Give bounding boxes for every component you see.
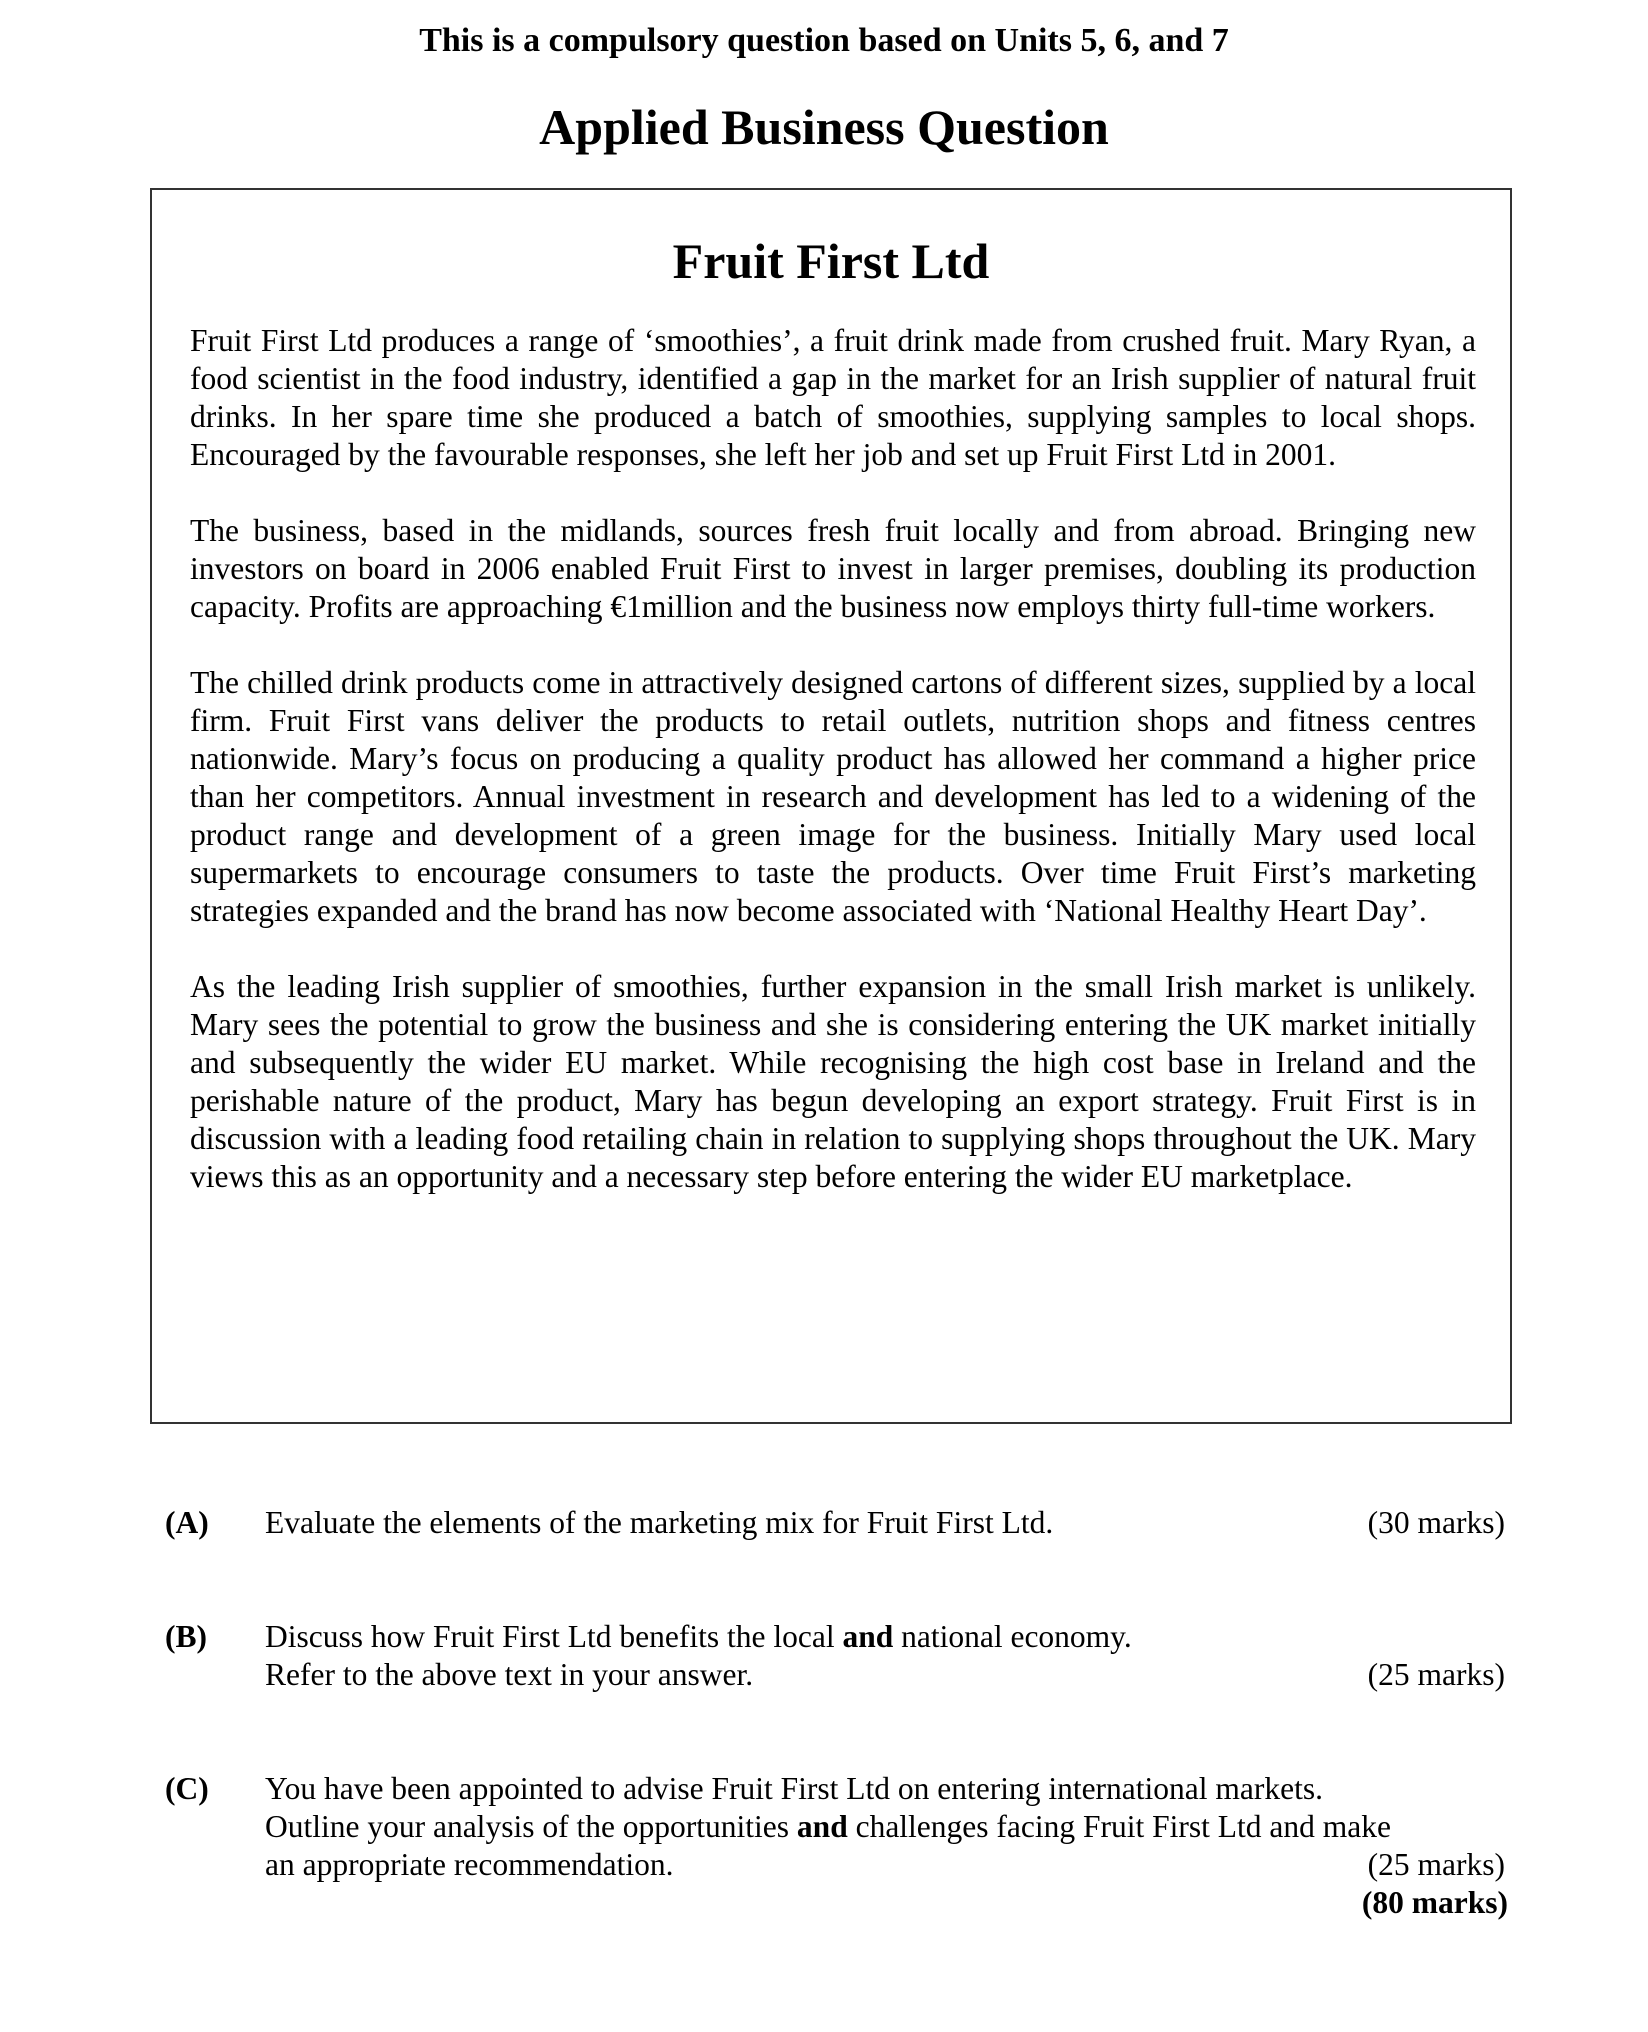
question-a-line-1: Evaluate the elements of the marketing mix for Fruit First Ltd. bbox=[265, 1505, 1054, 1540]
case-paragraph-2: The business, based in the midlands, sources fresh fruit locally and from abroad. Bringing new investors on board in 2006 enabled Fruit First to invest in larger premises, doubling its production capacity. Profits are approaching €1million and the business now employs thirty full-time workers. bbox=[190, 513, 1476, 624]
question-b-text bbox=[265, 1618, 1385, 1694]
question-a-letter: (A) bbox=[165, 1505, 209, 1540]
case-paragraph-3: The chilled drink products come in attractively designed cartons of different sizes, supplied by a local firm. Fruit First vans deliver the products to retail outlets, nutrition shops and fitness centres nationwide. Mary’s focus on producing a quality product has allowed her command a higher price than her competitors. Annual investment in research and development has led to a widening of the product range and development of a green image for the business. Initially Mary used local supermarkets to encourage consumers to taste the products. Over time Fruit First’s marketing strategies expanded and the brand has now become associated with ‘National Healthy Heart Day’. bbox=[190, 665, 1476, 928]
question-c-line-3: an appropriate recommendation. bbox=[265, 1847, 674, 1882]
question-b-line-2: Refer to the above text in your answer. bbox=[265, 1657, 754, 1692]
question-c-line-1: You have been appointed to advise Fruit First Ltd on entering international markets. bbox=[265, 1771, 1323, 1806]
emphasis-and: and bbox=[796, 1809, 848, 1844]
question-b-letter: (B) bbox=[165, 1619, 207, 1654]
question-b-line-1: Discuss how Fruit First Ltd benefits the local and national economy. bbox=[265, 1619, 1132, 1654]
question-a-marks: (30 marks) bbox=[1367, 1505, 1505, 1540]
question-c-marks: (25 marks) bbox=[1367, 1847, 1505, 1882]
total-marks: (80 marks) bbox=[1361, 1885, 1508, 1920]
page-title: Applied Business Question bbox=[539, 99, 1109, 155]
question-c-letter: (C) bbox=[165, 1771, 209, 1806]
question-c bbox=[165, 1770, 1505, 1884]
emphasis-and: and bbox=[842, 1619, 894, 1654]
question-b-marks: (25 marks) bbox=[1367, 1657, 1505, 1692]
case-paragraph-1: Fruit First Ltd produces a range of ‘smoothies’, a fruit drink made from crushed fruit. Mary Ryan, a food scientist in the food industry, identified a gap in the market for an Irish supplier of natural fruit drinks. In her spare time she produced a batch of smoothies, supplying samples to local shops. Encouraged by the favourable responses, she left her job and set up Fruit First Ltd in 2001. bbox=[190, 323, 1476, 472]
question-c-line-2: Outline your analysis of the opportunities and challenges facing Fruit First Ltd and make bbox=[265, 1809, 1391, 1844]
question-b bbox=[165, 1618, 1505, 1694]
exam-subheading: This is a compulsory question based on Units 5, 6, and 7 bbox=[419, 22, 1229, 59]
question-a-text bbox=[265, 1504, 1385, 1542]
question-a bbox=[165, 1504, 1505, 1542]
case-paragraph-4: As the leading Irish supplier of smoothies, further expansion in the small Irish market is unlikely. Mary sees the potential to grow the business and she is considering entering the UK market initially and subsequently the wider EU market. While recognising the high cost base in Ireland and the perishable nature of the product, Mary has begun developing an export strategy. Fruit First is in discussion with a leading food retailing chain in relation to supplying shops throughout the UK. Mary views this as an opportunity and a necessary step before entering the wider EU marketplace. bbox=[190, 969, 1476, 1194]
question-c-text bbox=[265, 1770, 1391, 1884]
case-study-text bbox=[190, 322, 1476, 1234]
case-study-box bbox=[150, 188, 1512, 1424]
case-study-title: Fruit First Ltd bbox=[672, 233, 990, 289]
